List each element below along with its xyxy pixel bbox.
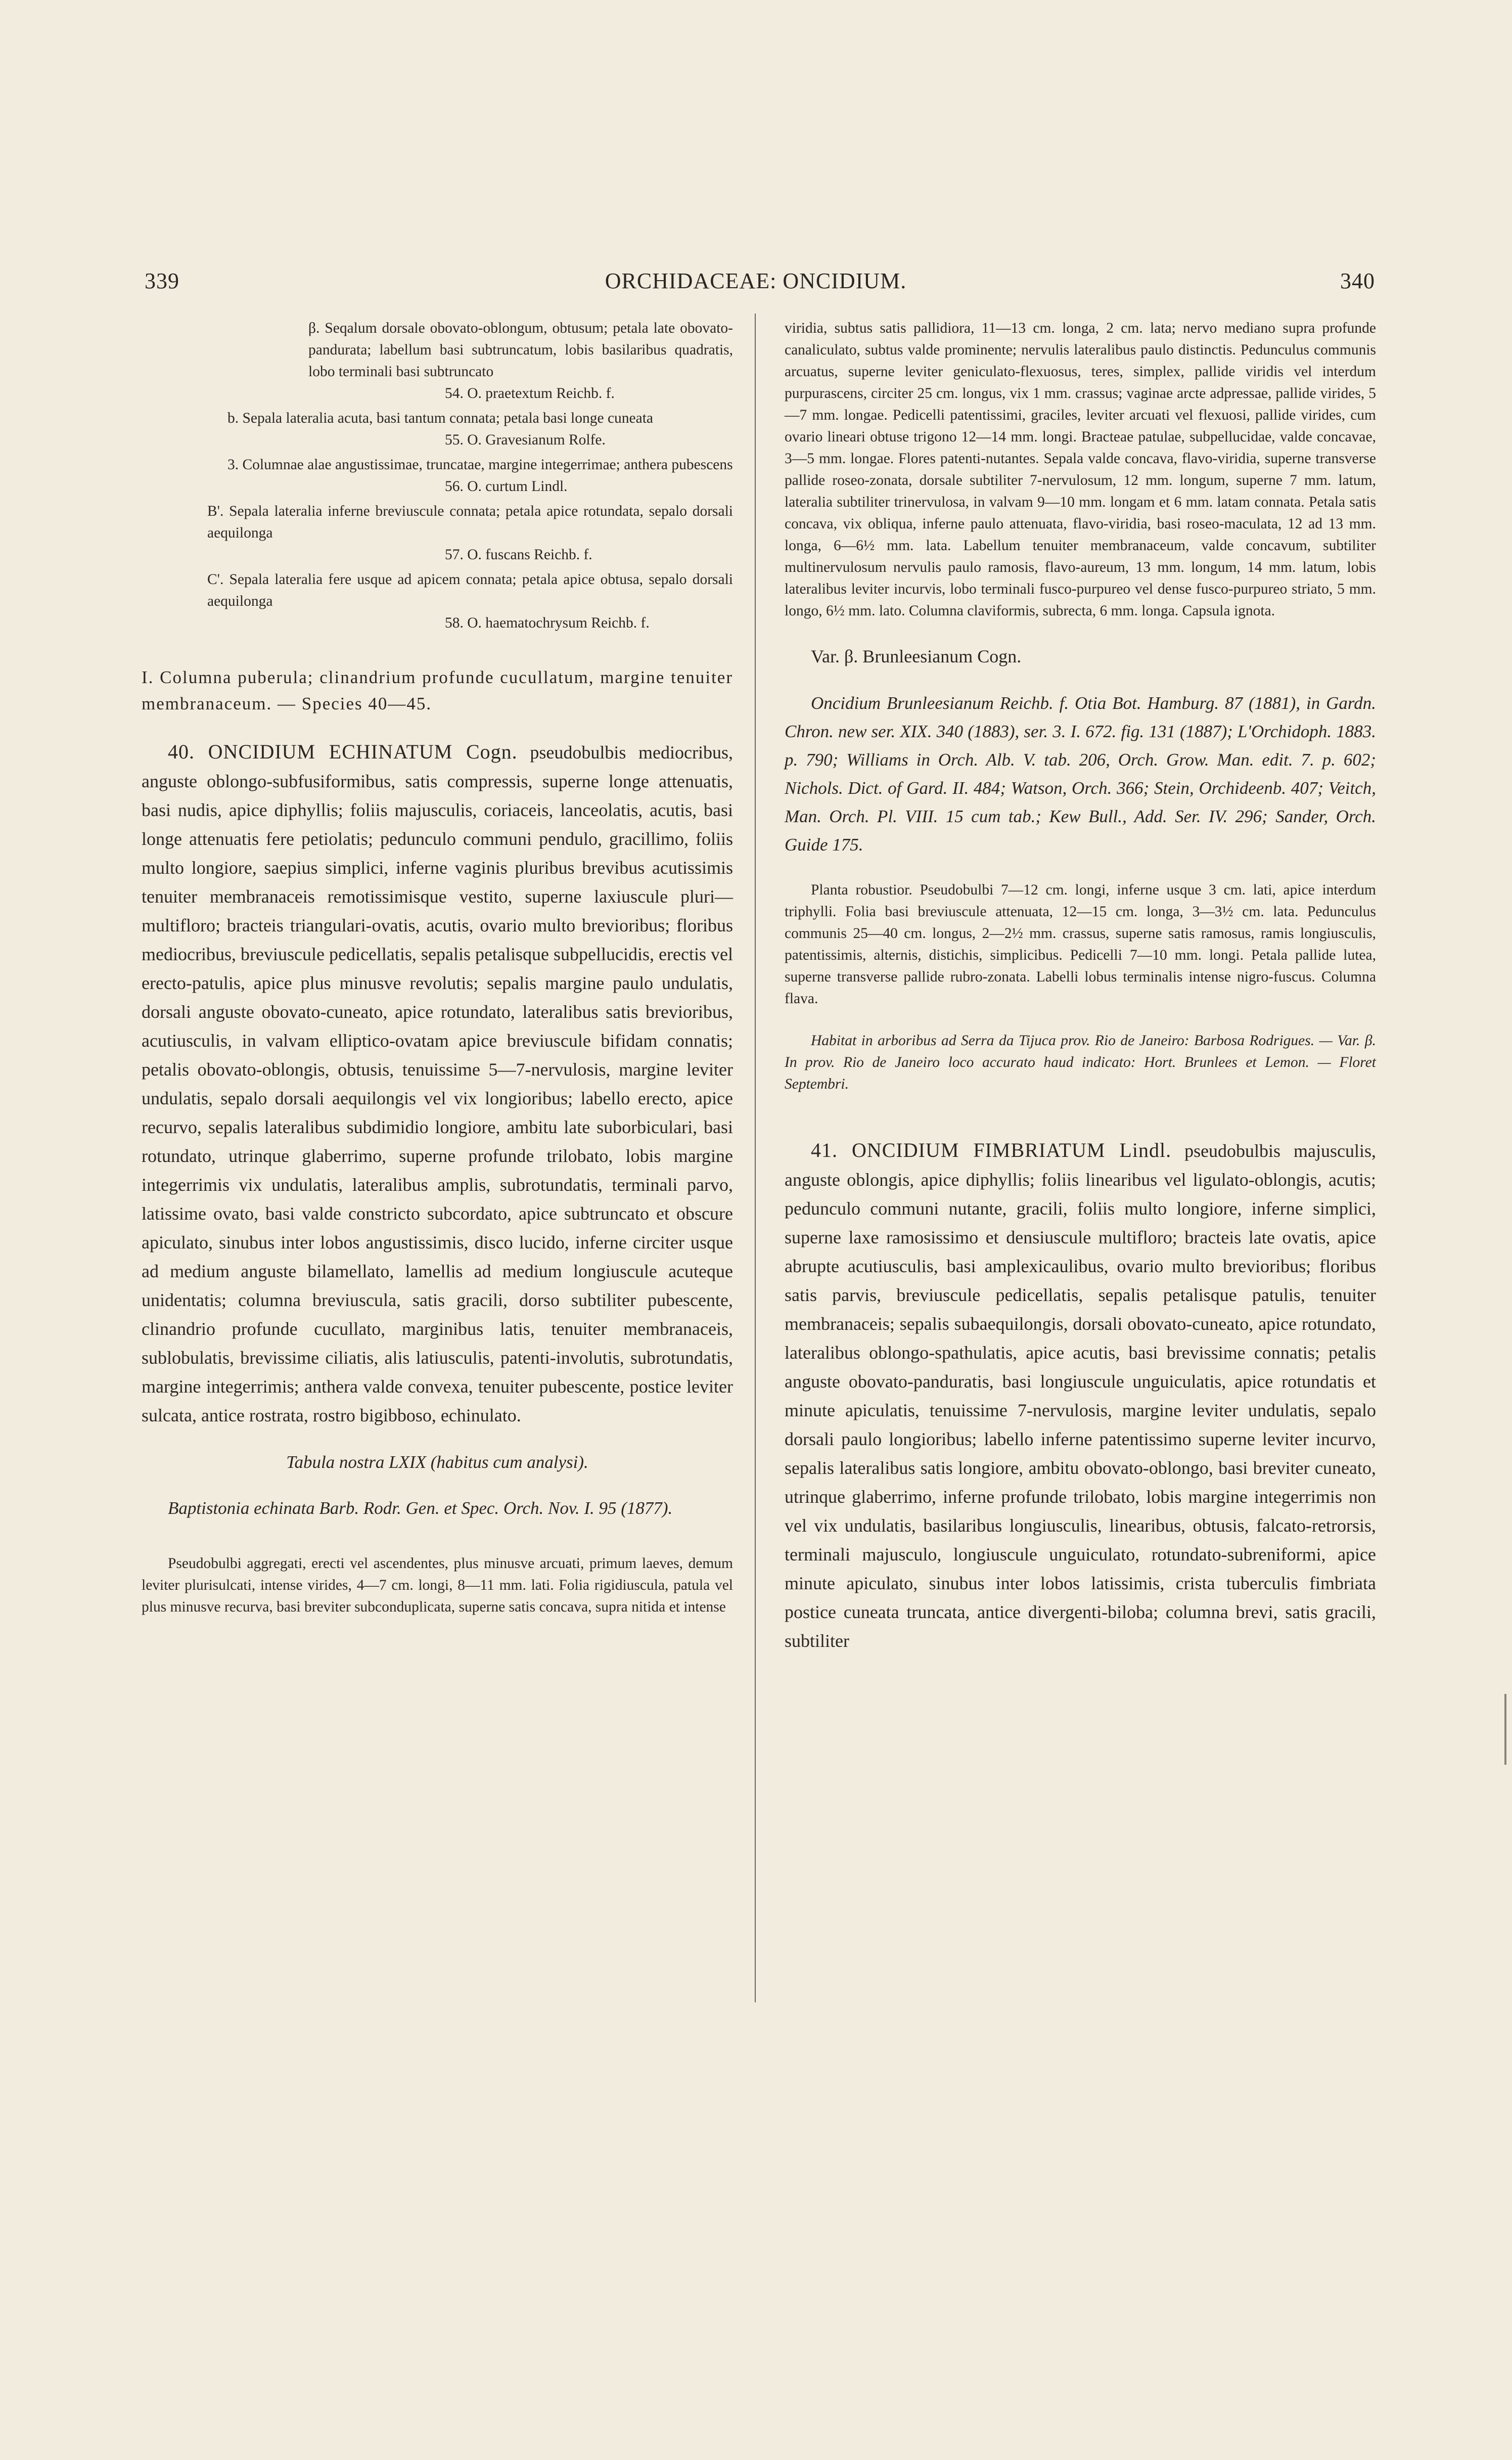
species-description-latin-2: [785, 1136, 1376, 1656]
key-species-reference: 56. O. curtum Lindl.: [445, 478, 568, 495]
key-species-reference: 54. O. praetextum Reichb. f.: [445, 385, 615, 401]
morphology-description: Pseudobulbi aggregati, erecti vel ascendentes, plus minusve arcuati, primum laeves, demum leviter plurisulcati, intense virides, 4—7 cm. longi, 8—11 mm. lati. Folia rigidiuscula, patula vel plus minusve recurva, basi breviter subconduplicata, superne satis concava, supra nitida et intense: [142, 1555, 733, 1615]
running-title: ORCHIDACEAE: ONCIDIUM.: [605, 269, 907, 293]
species-title: 40. ONCIDIUM ECHINATUM Cogn.: [168, 740, 518, 763]
variety-heading: Var. β. Brunleesianum Cogn.: [811, 646, 1022, 666]
key-couplet: 3. Columnae alae angustissimae, truncatae, margine integerrimae; anthera pubescens: [227, 457, 733, 473]
section-heading: I. Columna puberula; clinandrium profunde cucullatum, margine tenuiter membranaceum. — Species 40—45.: [142, 667, 733, 713]
synonym-citation: Baptistonia echinata Barb. Rodr. Gen. et Spec. Orch. Nov. I. 95 (1877).: [168, 1498, 673, 1518]
key-species-reference: 55. O. Gravesianum Rolfe.: [445, 432, 606, 448]
key-species-reference: 57. O. fuscans Reichb. f.: [445, 547, 592, 563]
species-title-2: 41. ONCIDIUM FIMBRIATUM Lindl.: [811, 1139, 1172, 1161]
habitat-note: Habitat in arboribus ad Serra da Tijuca prov. Rio de Janeiro: Barbosa Rodrigues. — Var. β. In prov. Rio de Janeiro loco accurato haud indicato: Hort. Brunlees et Lemon. — Floret Septembri.: [785, 1033, 1376, 1092]
right-column: [785, 318, 1376, 1674]
species-diagnosis: pseudobulbis mediocribus, anguste oblongo-subfusiformibus, satis compressis, superne longe attenuatis, basi nudis, apice diphyllis; foliis majusculis, coriaceis, lanceolatis, acutis, basi longe attenuatis fere petiolatis; pedunculo communi pendulo, gracillimo, foliis multo longiore, saepius simplici, inferne vaginis pluribus brevibus acutissimis tenuiter membranaceis remotissimisque vestito, superne laxiuscule pluri—multifloro; bracteis triangulari-ovatis, acutis, ovario multo brevioribus; floribus mediocribus, breviuscule pedicellatis, sepalis petalisque subpellucidis, erectis vel erecto-patulis, apice plus minusve revolutis; sepalis margine paulo undulatis, dorsali anguste obovato-cuneato, apice rotundato, lateralibus satis brevioribus, acutiusculis, in valvam elliptico-ovatam apice breviuscule bifidam connatis; petalis obovato-oblongis, obtusis, tenuissime 5—7-nervulosis, margine leviter undulatis, sepalo dorsali aequilongis vel vix longioribus; labello erecto, apice recurvo, sepalis lateralibus subdimidio longiore, ambitu late suborbiculari, basi rotundato, utrinque glaberrimo, superne profunde trilobato, lobis margine integerrimis vix undulatis, lateralibus amplis, subrotundatis, terminali parvo, latissime ovato, basi valde constricto subcordato, apice subtruncato et obscure apiculato, sinubus inter lobos angustissimis, disco lucido, inferne circiter usque ad medium anguste bilamellato, lamellis ad medium longiuscule acuteque unidentatis; columna breviuscula, satis gracili, dorso subtiliter pubescente, clinandrio profunde cucullato, marginibus latis, tenuiter membranaceis, sublobulatis, brevissime ciliatis, alis latiusculis, patenti-involutis, subrotundatis, margine integerrimis; anthera valde convexa, tenuiter pubescente, postice leviter sulcata, antice rostrata, rostro bigibboso, echinulato.: [142, 742, 733, 1425]
running-head: [136, 264, 1375, 304]
variety-citations: Oncidium Brunleesianum Reichb. f. Otia Bot. Hamburg. 87 (1881), in Gardn. Chron. new ser. XIX. 340 (1883), ser. 3. I. 672. fig. 131 (1887); L'Orchidoph. 1883. p. 790; Williams in Orch. Alb. V. tab. 206, Orch. Grow. Man. edit. 7. p. 602; Nichols. Dict. of Gard. II. 484; Watson, Orch. 366; Stein, Orchideenb. 407; Veitch, Man. Orch. Pl. VIII. 15 cum tab.; Kew Bull., Add. Ser. IV. 296; Sander, Orch. Guide 175.: [785, 693, 1376, 855]
page-number-left: 339: [145, 269, 179, 293]
key-species-reference: 58. O. haematochrysum Reichb. f.: [445, 615, 650, 631]
key-couplet: β. Seqalum dorsale obovato-oblongum, obtusum; petala late obovato-pandurata; labellum basi subtruncatum, lobis basilaribus quadratis, lobo terminali basi subtruncato: [308, 320, 733, 380]
variety-description: Planta robustior. Pseudobulbi 7—12 cm. longi, inferne usque 3 cm. lati, apice interdum triphylli. Folia basi breviuscule attenuata, 12—15 cm. longa, 3—3½ cm. lata. Pedunculus communis 25—40 cm. longus, 2—2½ mm. crassus, superne satis ramosus, ramis longiusculis, patentissimis, alternis, distichis, simplicibus. Pedicelli 7—10 mm. longi. Petala pallide lutea, superne transverse pallide rubro-zonata. Labelli lobus terminalis intense nigro-fuscus. Columna flava.: [785, 882, 1376, 1007]
left-column: [142, 318, 733, 1633]
plate-reference: Tabula nostra LXIX (habitus cum analysi).: [286, 1452, 588, 1472]
page-edge-mark: [1504, 1694, 1506, 1765]
key-couplet: B'. Sepala lateralia inferne breviuscule connata; petala apice rotundata, sepalo dorsali aequilonga: [207, 503, 733, 541]
species-key: [142, 318, 733, 634]
morphology-description-continued: viridia, subtus satis pallidiora, 11—13 cm. longa, 2 cm. lata; nervo mediano supra profunde canaliculato, subtus valde prominente; nervulis lateralibus paulo distinctis. Pedunculus communis arcuatus, superne leviter geniculato-flexuosus, teres, simplex, pallide viridis vel interdum purpurascens, circiter 25 cm. longus, vix 1 mm. crassus; vaginae arcte adpressae, pallide virides, 5—7 mm. longae. Pedicelli patentissimi, graciles, leviter arcuati vel flexuosi, pallide virides, cum ovario lineari obtuse trigono 12—14 mm. longi. Bracteae patulae, subpellucidae, valde concavae, 3—5 mm. longae. Flores patenti-nutantes. Sepala valde concava, flavo-viridia, superne transverse pallide roseo-zonata, dorsale subtiliter 7-nervulosum, 12 mm. longum, superne 7 mm. latum, lateralia subtiliter trinervulosa, in valvam 9—10 mm. longam et 6 mm. latam connata. Petala satis concava, vix obliqua, inferne paulo attenuata, flavo-viridia, basi roseo-maculata, 12 ad 13 mm. longa, 6—6½ mm. lata. Labellum tenuiter membranaceum, valde concavum, subtiliter multinervulosum nervulis paulo ramosis, flavo-aureum, 13 mm. longum, 14 mm. latum, lobis lateralibus leviter incurvis, lobo terminali fusco-purpureo vel dense fusco-purpureo striato, 5 mm. longo, 6½ mm. lato. Columna claviformis, subrecta, 6 mm. longa. Capsula ignota.: [785, 320, 1376, 619]
column-divider: [755, 314, 756, 2002]
species-description-latin: [142, 737, 733, 1430]
key-couplet: b. Sepala lateralia acuta, basi tantum connata; petala basi longe cuneata: [227, 410, 654, 426]
page-number-right: 340: [1340, 269, 1375, 293]
species-diagnosis-2: pseudobulbis majusculis, anguste oblongis, apice diphyllis; foliis linearibus vel ligulato-oblongis, acutis; pedunculo communi nutante, gracili, foliis multo longiore, inferne simplici, superne laxe ramosissimo et densiuscule multifloro; bracteis late ovatis, apice abrupte acutiusculis, basi amplexicaulibus, ovario multo brevioribus; floribus satis parvis, breviuscule pedicellatis, sepalis petalisque patulis, tenuiter membranaceis; sepalis subaequilongis, dorsali obovato-cuneato, apice rotundato, lateralibus oblongo-spathulatis, apice acutis, basi brevissime connatis; petalis anguste obovato-panduratis, basi longiuscule unguiculatis, apice rotundatis et minute apiculatis, tenuissime 7-nervulosis, margine leviter undulatis, sepalo dorsali paulo longioribus; labello inferne patentissimo superne leviter incurvo, sepalis lateralibus satis longiore, ambitu obovato-oblongo, basi breviter cuneato, utrinque glaberrimo, inferne profunde trilobato, lobis margine integerrimis non vel vix undulatis, basilaribus longiusculis, linearibus, obtusis, falcato-retrorsis, terminali majusculo, longiuscule unguiculato, rotundato-subreniformi, apice minute apiculato, sinubus inter lobos latissimis, crista tuberculis fimbriata postice cuneata truncata, antice divergenti-biloba; columna brevi, satis gracili, subtiliter: [785, 1141, 1376, 1651]
key-couplet: C'. Sepala lateralia fere usque ad apicem connata; petala apice obtusa, sepalo dorsali aequilonga: [207, 571, 733, 609]
